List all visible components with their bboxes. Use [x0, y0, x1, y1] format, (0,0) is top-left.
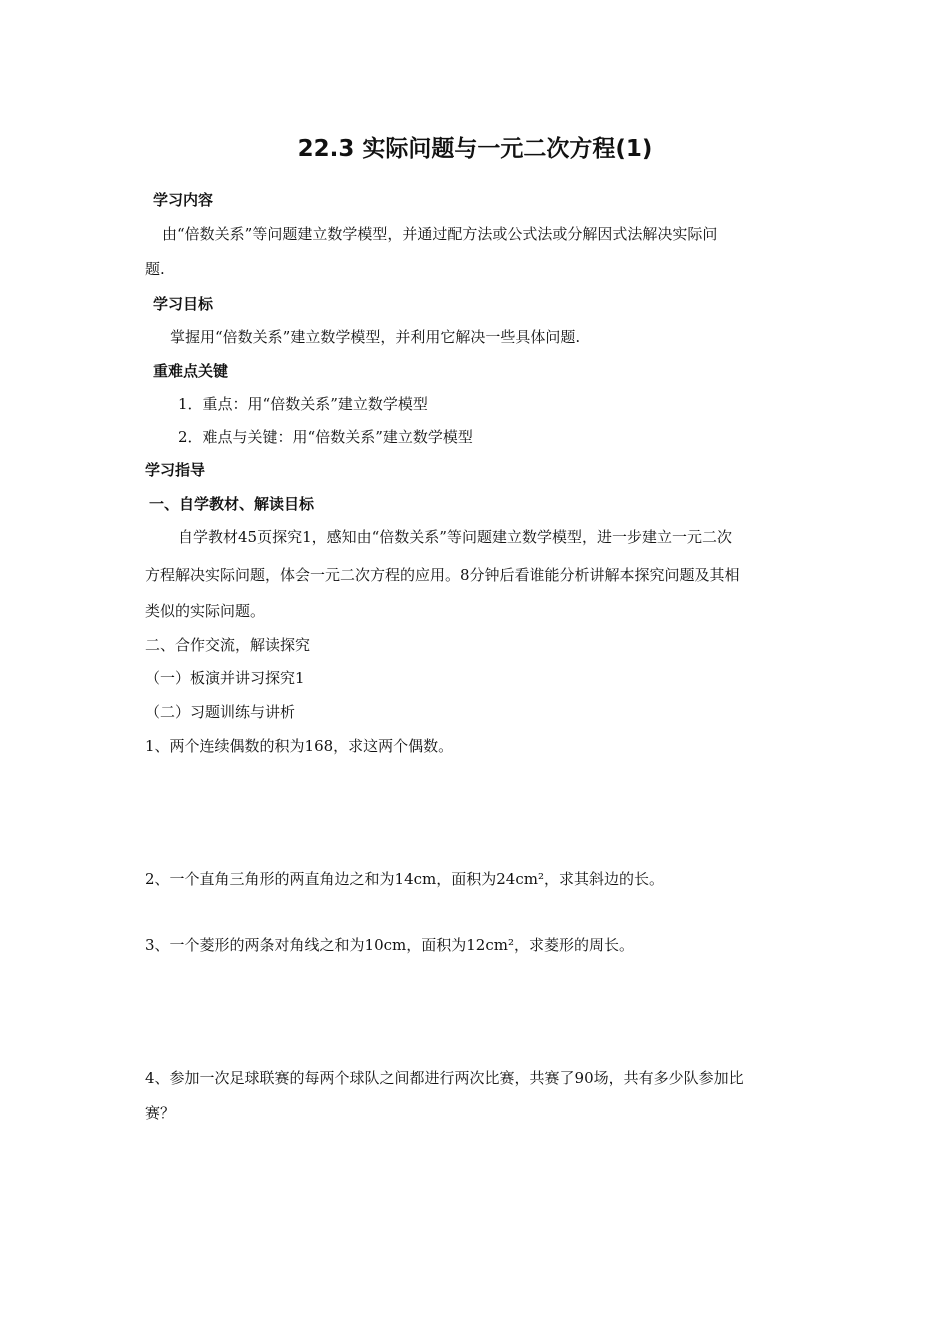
- section1-text-line3: 类似的实际问题。: [145, 602, 266, 620]
- problem-4-line2: 赛？: [145, 1104, 176, 1122]
- section2-sub2: （二）习题训练与讲析: [145, 703, 296, 721]
- key-point-item-2: 2．难点与关键：用“倍数关系”建立数学模型: [178, 428, 473, 446]
- key-points-heading: 重难点关键: [153, 362, 229, 380]
- problem-2: 2、一个直角三角形的两直角边之和为14cm，面积为24cm²，求其斜边的长。: [145, 870, 664, 888]
- content-text-line1: 由“倍数关系”等问题建立数学模型，并通过配方法或公式法或分解因式法解决实际问: [162, 225, 718, 243]
- guide-heading: 学习指导: [145, 461, 206, 479]
- problem-3: 3、一个菱形的两条对角线之和为10cm，面积为12cm²，求菱形的周长。: [145, 936, 634, 954]
- section2-sub1: （一）板演并讲习探究1: [145, 669, 305, 687]
- content-heading: 学习内容: [153, 191, 214, 209]
- problem-4-line1: 4、参加一次足球联赛的每两个球队之间都进行两次比赛，共赛了90场，共有多少队参加比: [145, 1069, 744, 1087]
- content-text-line2: 题.: [145, 260, 165, 278]
- document-title: 22.3 实际问题与一元二次方程(1): [297, 136, 653, 162]
- objectives-text: 掌握用“倍数关系”建立数学模型，并利用它解决一些具体问题.: [170, 328, 581, 346]
- section2-heading: 二、合作交流，解读探究: [145, 636, 311, 654]
- key-point-item-1: 1．重点：用“倍数关系”建立数学模型: [178, 395, 428, 413]
- objectives-heading: 学习目标: [153, 295, 214, 313]
- problem-1: 1、两个连续偶数的积为168，求这两个偶数。: [145, 737, 454, 755]
- section1-heading: 一、自学教材、解读目标: [149, 495, 315, 513]
- section1-text-line1: 自学教材45页探究1，感知由“倍数关系”等问题建立数学模型，进一步建立一元二次: [178, 528, 732, 546]
- section1-text-line2: 方程解决实际问题，体会一元二次方程的应用。8分钟后看谁能分析讲解本探究问题及其相: [145, 566, 740, 584]
